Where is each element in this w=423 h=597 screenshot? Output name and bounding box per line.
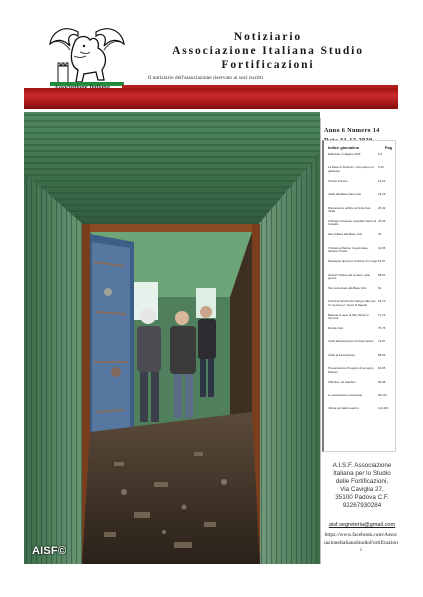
contents-item-page: 3-4 — [378, 152, 383, 156]
aisf-watermark: AISF© — [32, 545, 67, 557]
contents-item-title: Rilevamento edificio al Forte San Vitale — [328, 205, 371, 213]
issue-number: Anno 6 Numero 14 — [324, 127, 380, 134]
contents-item-title: Ultima giornalino aperto — [328, 406, 359, 411]
contents-item-title: Rassegna dei lavori a Monte di Lonigo — [328, 259, 378, 264]
contents-item-title: Visita alla Base Nato Volo — [328, 192, 362, 197]
title-line-2: Associazione Italiana Studio — [172, 45, 364, 57]
contents-item-page: 51-57 — [378, 259, 386, 264]
contact-line-1: A.I.S.F. Associazione — [332, 462, 392, 469]
contents-item — [328, 274, 392, 287]
contents-item — [328, 180, 392, 193]
contents-item — [328, 220, 392, 233]
contents-header — [328, 145, 392, 150]
contents-item-title: Sito militare alla Base Volo — [328, 232, 363, 237]
newsletter-title — [140, 30, 396, 72]
column-divider — [320, 118, 321, 564]
contents-item-title: Visita al Forte Rossa — [328, 352, 355, 357]
contact-line-5: 35100 Padova C.F. — [335, 493, 389, 501]
contents-item-page: 75-76 — [378, 326, 386, 331]
contents-item-title: Itinerari: Difese del sentiero nelle guerre — [328, 272, 371, 280]
contents-item — [328, 394, 392, 407]
contact-line-4: Via Caviglia 27, — [340, 485, 384, 493]
contents-item-page: 96-98 — [378, 379, 386, 384]
contents-item-page: 41-56 — [378, 245, 386, 250]
contents-item-page: 71-74 — [378, 312, 386, 317]
contents-item — [328, 407, 392, 420]
contents-item-page: 33-39 — [378, 218, 386, 223]
header-red-band — [24, 88, 398, 109]
contents-item — [328, 354, 392, 367]
contents-item — [328, 260, 392, 273]
contact-email-link[interactable]: aisf.segreteria@gmail.com — [328, 522, 396, 528]
contents-item-page: 5-15 — [378, 165, 384, 170]
contact-address — [324, 462, 400, 509]
contents-item — [328, 166, 392, 179]
contents-item — [328, 327, 392, 340]
newsletter-subtitle: Il notiziario dell'associazione riservato ai soci iscritti — [148, 75, 264, 81]
contents-item — [328, 340, 392, 353]
contents-item-page: 114-115 — [378, 406, 389, 411]
contents-item-title: Presentazione Progetto di recupero Rissian — [328, 366, 374, 374]
contents-item-page: 16-22 — [378, 178, 386, 183]
contents-item-title: Ronda Volo — [328, 326, 343, 331]
contents-page-heading: Pag — [384, 145, 392, 150]
contents-item-page: 76-87 — [378, 339, 386, 344]
contents-item-title: Il Bunker nel Giardino — [328, 379, 356, 384]
contents-item-title: Fortezza Sinistra del Sangro alla rete Vi: Corsa per i lavori di Nepatti — [328, 299, 376, 307]
contents-item-title: Visita all'avamposto di Ossermusso — [328, 339, 374, 344]
contents-item — [328, 367, 392, 380]
contents-item-page: 94-95 — [378, 366, 386, 371]
contents-item-title: Sito cementato alla Base Volo — [328, 285, 367, 290]
contents-item — [328, 314, 392, 327]
contact-line-6: 92267930284 — [342, 501, 382, 509]
contents-item — [328, 153, 392, 166]
contents-item-title: Il Forte Primolo — [328, 178, 348, 183]
title-line-1: Notiziario — [233, 31, 303, 43]
contents-item-page: 88-93 — [378, 352, 386, 357]
table-of-contents — [322, 140, 396, 452]
contents-item — [328, 381, 392, 394]
contents-item-page: 58-61 — [378, 272, 386, 277]
contents-item-title: La Base di Vertheim: Una pietra nel gabinetto — [328, 165, 374, 173]
contents-item-page: 26-32 — [378, 205, 386, 210]
title-line-3: Fortificazioni — [221, 59, 315, 71]
contents-item-page: 99-113 — [378, 393, 387, 398]
cover-photo-tunnel — [24, 112, 320, 564]
contents-item-title: Le associazioni presentate — [328, 393, 363, 398]
contents-item — [328, 233, 392, 246]
facebook-link[interactable]: https://www.facebook.com/AssociazioneItalianaStudioFortificazioni — [324, 532, 398, 553]
contents-item — [328, 193, 392, 206]
contents-item-title: Editoriale / Indagine AISF — [328, 152, 361, 156]
contents-item-title: Batteria di nave di San Nicolò in Venezia — [328, 312, 369, 321]
contents-item — [328, 287, 392, 300]
contents-item-page: 23-26 — [378, 192, 386, 197]
contents-heading: Indice giornalino — [328, 145, 360, 150]
contact-line-2: Italiana per lo Studio — [333, 469, 391, 477]
contact-line-3: delle Fortificazioni, — [335, 477, 389, 485]
contents-item — [328, 247, 392, 260]
contents-item — [328, 300, 392, 313]
contents-item-title: Il Rifugio antiaereo ospedale Sacra di Castello — [328, 218, 377, 227]
contents-item-page: 40 — [378, 232, 382, 237]
contents-list — [328, 153, 392, 421]
contents-item-page: 63-70 — [378, 299, 386, 304]
lion-icon — [71, 37, 105, 82]
contents-item-page: 62 — [378, 285, 382, 290]
contents-item — [328, 207, 392, 220]
contents-item-title: Il Sistema Marina: l'opera base-batteria 'Tenda' — [328, 245, 369, 254]
